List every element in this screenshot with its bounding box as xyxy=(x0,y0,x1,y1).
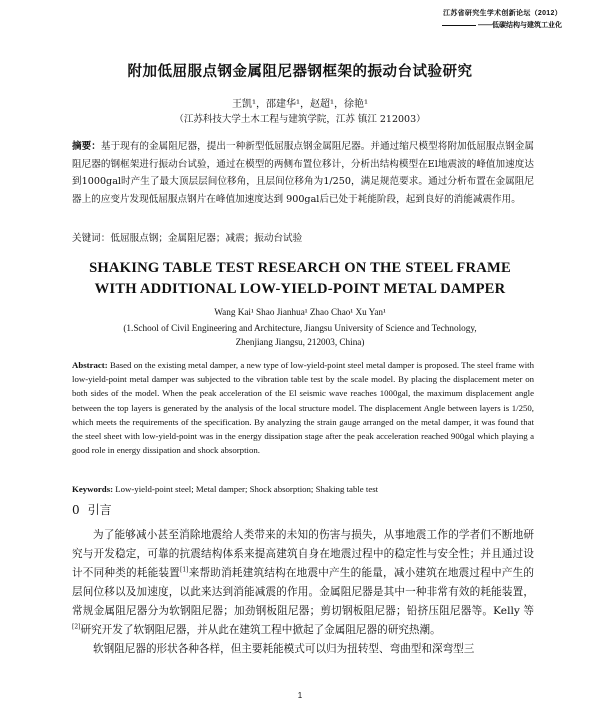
citation-1: [1] xyxy=(179,566,189,574)
paragraph-2: 软钢阻尼器的形状各种各样，但主要耗能模式可以归为扭转型、弯曲型和深弯型三 xyxy=(93,643,475,655)
chinese-affiliation: （江苏科技大学土木工程与建筑学院，江苏 镇江 212003） xyxy=(174,114,426,125)
english-authors: Wang Kai¹ Shao Jianhua¹ Zhao Chao¹ Xu Yan¹ xyxy=(214,307,386,317)
english-affiliation xyxy=(0,321,600,349)
conference-header xyxy=(442,8,562,30)
chinese-authors: 王凯¹，邵建华¹，赵超¹，徐艳¹ xyxy=(231,99,369,110)
english-abstract-label: Abstract: xyxy=(72,360,108,370)
english-affiliation-line1: (1.School of Civil Engineering and Architecture, Jiangsu University of Science and Technology, xyxy=(123,323,477,333)
english-keywords xyxy=(72,484,534,494)
section-title: 引言 xyxy=(87,503,112,517)
conference-name: 江苏省研究生学术创新论坛（2012） xyxy=(443,10,562,17)
paragraph-1-part-b: 来帮助消耗建筑结构在地震中产生的能量，减小建筑在地震过程中产生的层间位移以及加速度，以此来达到消能减震的作用。金属阻尼器是其中一种非常有效的耗能装置，常规金属阻尼器分为软钢阻尼器；加劲钢板阻尼器；剪切钢板阻尼器；铅挤压阻尼器等。Kelly 等 xyxy=(72,567,535,617)
chinese-keywords xyxy=(72,230,534,244)
chinese-keywords-label: 关键词： xyxy=(72,233,111,244)
english-title xyxy=(0,258,600,300)
conference-theme: ——低碳结构与建筑工业化 xyxy=(442,20,562,30)
english-title-line1: SHAKING TABLE TEST RESEARCH ON THE STEEL FRAME xyxy=(89,260,511,276)
citation-2: [2] xyxy=(72,623,81,631)
introduction-body xyxy=(72,526,534,659)
section-heading xyxy=(72,501,112,518)
paragraph-1-part-a: 为了能够减小甚至消除地震给人类带来的未知的伤害与损失，从事地震工作的学者们不断地研究与开发稳定，可靠的抗震结构体系来提高建筑自身在地震过程中的稳定性与安全性；并且通过设计不同种类的耗能装置 xyxy=(72,529,534,579)
chinese-abstract xyxy=(72,138,534,208)
section-number: 0 xyxy=(72,503,80,517)
english-title-line2: WITH ADDITIONAL LOW-YIELD-POINT METAL DAMPER xyxy=(94,281,506,297)
page-number: 1 xyxy=(297,691,303,700)
paragraph-1-part-c: 研究开发了软钢阻尼器，并从此在建筑工程中掀起了金属阻尼器的研究热潮。 xyxy=(80,624,441,636)
chinese-abstract-text: 基于现有的金属阻尼器，提出一种新型低屈服点钢金属阻尼器。并通过缩尺模型将附加低屈服点钢金属阻尼器的钢框架进行振动台试验，通过在模型的两侧布置位移计，分析出结构模型在El地震波的峰值加速度达到1000gal时产生了最大顶层层间位移角，且层间位移角为1/250，满足规范要求。通过分析布置在金属阻尼器上的应变片发现低屈服点钢片在峰值加速度达到 900gal后已处于耗能阶段，起到良好的消能减震作用。 xyxy=(72,141,535,205)
paragraph-1 xyxy=(72,526,534,640)
chinese-keywords-text: 低屈服点钢；金属阻尼器；减震；振动台试验 xyxy=(110,233,303,244)
english-abstract-text: Based on the existing metal damper, a new type of low-yield-point steel metal damper is proposed. The steel frame with low-yield-point metal damper was subjected to the vibration table test by the scale model. By placing the displacement meter on both sides of the model. When the peak acceleration of the El seismic wave reaches 1000gal, the maximum displacement angle between the top layers is generated by the analysis of the local structure model. The displacement Angle between layers is 1/250, which meets the requirements of the specification. By analyzing the strain gauge arranged on the metal damper, it was found that the steel sheet with low-yield-point was in the energy dissipation stage after the peak acceleration reached 900gal which playing a good role in energy dissipation and shock absorption. xyxy=(72,360,534,456)
english-abstract xyxy=(72,358,534,457)
english-keywords-text: Low-yield-point steel; Metal damper; Shock absorption; Shaking table test xyxy=(113,484,379,494)
english-keywords-label: Keywords: xyxy=(72,484,114,494)
english-affiliation-line2: Zhenjiang Jiangsu, 212003, China) xyxy=(235,337,365,347)
chinese-abstract-label: 摘要： xyxy=(72,141,101,152)
chinese-title: 附加低屈服点钢金属阻尼器钢框架的振动台试验研究 xyxy=(127,63,473,80)
